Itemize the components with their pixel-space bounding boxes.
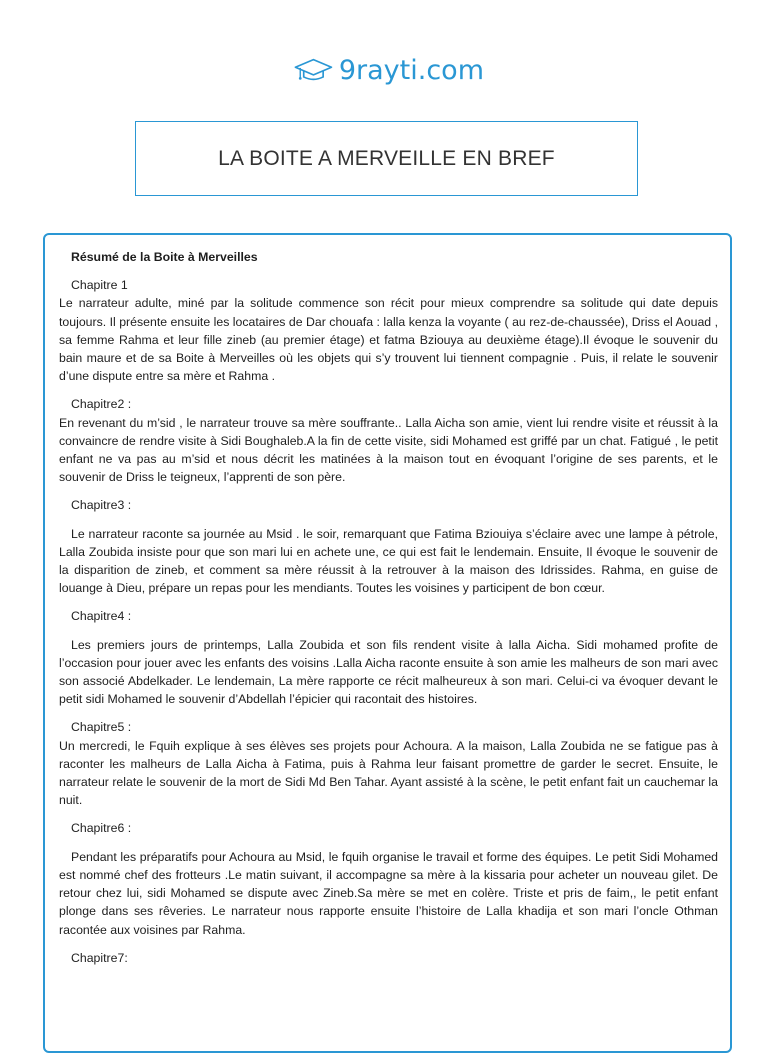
chapter-label: Chapitre3 : bbox=[71, 498, 132, 513]
chapter-label: Chapitre7: bbox=[71, 950, 128, 965]
site-logo[interactable] bbox=[294, 48, 484, 92]
chapter-text: Pendant les préparatifs pour Achoura au Msid, le fquih organise le travail et forme des équipes. Le petit Sidi Mohamed est nommé chef des frotteurs .Le matin suivant, il accompagne sa mère à la kissaria pour acheter un nouveau gilet. De retour chez lui, sidi Mohamed se dispute avec Zineb.Sa mère se met en colère. Triste et pris de faim,, le petit enfant plonge dans ses rêveries. Le narrateur nous rapporte ensuite l’histoire de Lalla khadija et son mari l’oncle Othman racontée aux voisines par Rahma. bbox=[59, 849, 718, 937]
chapter-label: Chapitre6 : bbox=[71, 821, 132, 836]
chapter-label: Chapitre2 : bbox=[71, 397, 132, 412]
chapter-text: Le narrateur adulte, miné par la solitude commence son récit pour mieux comprendre sa solitude qui date depuis toujours. Il présente ensuite les locataires de Dar chouafa : lalla kenza la voyante ( au rez-de-chaussée), Driss el Aouad , sa femme Rahma et leur fille zineb (au premier étage) et fatma Bziouya au deuxième étage).Il évoque le souvenir du bain maure et de sa Boite à Merveilles où les objets qui s’y trouvent lui tiennent compagnie . Puis, il relate le souvenir d’une dispute entre sa mère et Rahma . bbox=[59, 296, 718, 384]
summary-box bbox=[43, 233, 732, 1053]
chapter-text: Le narrateur raconte sa journée au Msid . le soir, remarquant que Fatima Bziouiya s’éclaire avec une lampe à pétrole, Lalla Zoubida insiste pour que son mari lui en achete une, ce qui est fait le lendemain. Ensuite, Il évoque le souvenir de la disparition de zineb, et comment sa mère réussit à la retrouver à la maison des Idrissides. Rahma, en guise de louange à Dieu, prépare un repas pour les mendiants. Toutes les voisines y participent de bon cœur. bbox=[59, 526, 718, 596]
chapter-text: Les premiers jours de printemps, Lalla Zoubida et son fils rendent visite à lalla Aicha. Sidi mohamed profite de l’occasion pour jouer avec les enfants des voisins .Lalla Aicha raconte ensuite à son amie les malheurs de son mari avec son associé Abdelkader. Le lendemain, La mère rapporte ce récit malheureux à son mari. Celui-ci va évoquer devant le petit sidi Mohamed le souvenir d’Abdellah l’épicier qui racontait des histoires. bbox=[59, 637, 718, 707]
title-box bbox=[135, 121, 638, 196]
chapter-label: Chapitre5 : bbox=[71, 720, 132, 735]
summary-heading: Résumé de la Boite à Merveilles bbox=[71, 250, 258, 264]
logo-wordmark: 9rayti.com bbox=[338, 54, 484, 86]
graduation-cap-icon bbox=[294, 52, 333, 88]
chapter-text: En revenant du m’sid , le narrateur trouve sa mère souffrante.. Lalla Aicha son amie, vient lui rendre visite et réussit à la convaincre de rendre visite à Sidi Boughaleb.A la fin de cette visite, sidi Mohamed est griffé par un chat. Fatigué , le petit enfant ne va pas au m’sid et nous décrit les matinées à la maison tout en évoquant l’origine de ses parents, et le souvenir de Driss le teigneux, l’apprenti de son père. bbox=[59, 415, 718, 485]
chapter-text: Un mercredi, le Fquih explique à ses élèves ses projets pour Achoura. A la maison, Lalla Zoubida ne se fatigue pas à raconter les malheurs de Lalla Aicha à Fatima, puis à Rahma leur faisant promettre de garder le secret. Ensuite, le narrateur relate le souvenir de la mort de Sidi Md Ben Tahar. Ayant assisté à la scène, le petit enfant fait un cauchemar la nuit. bbox=[59, 738, 718, 808]
chapter-label: Chapitre4 : bbox=[71, 609, 132, 624]
chapter-label: Chapitre 1 bbox=[71, 278, 128, 293]
page-title: LA BOITE A MERVEILLE EN BREF bbox=[218, 146, 555, 170]
